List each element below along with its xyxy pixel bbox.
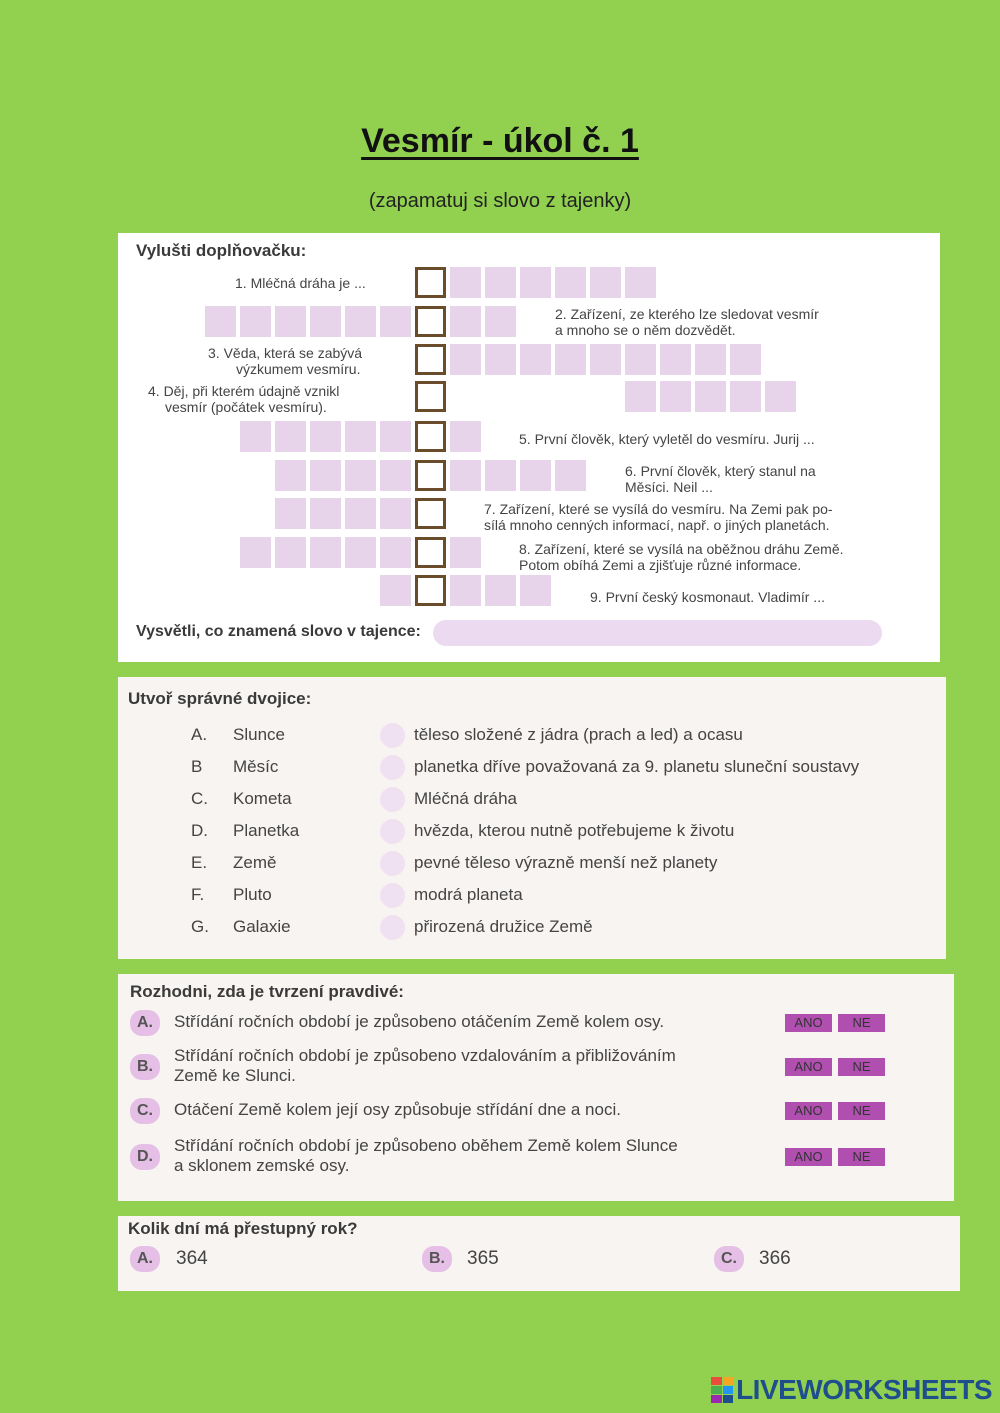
crossword-cell[interactable] — [240, 537, 271, 568]
crossword-cell[interactable] — [730, 381, 761, 412]
liveworksheets-logo — [711, 1375, 992, 1405]
statement-letter-badge: C. — [130, 1098, 160, 1124]
clue-6: 6. První člověk, který stanul na — [625, 463, 816, 479]
truefalse-panel — [118, 974, 954, 1201]
pair-definition[interactable]: pevné těleso výrazně menší než planety — [414, 853, 718, 872]
pair-drop-target[interactable] — [380, 787, 405, 812]
crossword-cell[interactable] — [380, 575, 411, 606]
pair-drop-target[interactable] — [380, 851, 405, 876]
pair-term: Země — [233, 853, 277, 872]
secret-word-input[interactable] — [433, 620, 882, 646]
clue-9: 9. První český kosmonaut. Vladimír ... — [590, 589, 825, 605]
quiz-option-c-value: 366 — [759, 1248, 791, 1269]
truefalse-heading: Rozhodni, zda je tvrzení pravdivé: — [130, 982, 404, 1001]
crossword-cell[interactable] — [485, 460, 516, 491]
crossword-key-cell[interactable] — [415, 267, 446, 298]
pair-definition[interactable]: těleso složené z jádra (prach a led) a ocasu — [414, 725, 743, 744]
pair-letter: C. — [191, 789, 208, 808]
quiz-option-c-badge[interactable]: C. — [714, 1246, 744, 1272]
crossword-cell[interactable] — [310, 460, 341, 491]
yes-button[interactable]: ANO — [785, 1102, 832, 1120]
quiz-option-b-badge[interactable]: B. — [422, 1246, 452, 1272]
pair-letter: A. — [191, 725, 208, 744]
statement-letter-badge: A. — [130, 1010, 160, 1036]
pair-term: Kometa — [233, 789, 292, 808]
logo-icon — [711, 1377, 733, 1403]
crossword-cell[interactable] — [450, 537, 481, 568]
pair-term: Planetka — [233, 821, 300, 840]
crossword-cell[interactable] — [275, 306, 306, 337]
crossword-key-cell[interactable] — [415, 575, 446, 606]
crossword-cell[interactable] — [520, 344, 551, 375]
crossword-cell[interactable] — [380, 421, 411, 452]
pair-drop-target[interactable] — [380, 723, 405, 748]
statement-line: Otáčení Země kolem její osy způsobuje střídání dne a noci. — [174, 1100, 621, 1119]
crossword-cell[interactable] — [310, 537, 341, 568]
crossword-cell[interactable] — [450, 575, 481, 606]
crossword-cell[interactable] — [520, 267, 551, 298]
crossword-cell[interactable] — [310, 421, 341, 452]
pair-letter: F. — [191, 885, 205, 904]
crossword-cell[interactable] — [345, 421, 376, 452]
crossword-key-cell[interactable] — [415, 421, 446, 452]
clue-8: 8. Zařízení, které se vysílá na oběžnou dráhu Země. — [519, 541, 844, 557]
statement-letter-badge: D. — [130, 1144, 160, 1170]
clue-7: 7. Zařízení, které se vysílá do vesmíru. Na Zemi pak po- — [484, 501, 833, 517]
crossword-cell[interactable] — [660, 381, 691, 412]
pair-letter: B — [191, 757, 203, 776]
crossword-cell[interactable] — [275, 421, 306, 452]
crossword-cell[interactable] — [380, 460, 411, 491]
page-subtitle: (zapamatuj si slovo z tajenky) — [368, 190, 632, 212]
clue-8-line2: Potom obíhá Zemi a zjišťuje různé informace. — [519, 557, 802, 573]
yes-button[interactable]: ANO — [785, 1148, 832, 1166]
clue-1: 1. Mléčná dráha je ... — [235, 275, 366, 291]
logo-text: LIVEWORKSHEETS — [736, 1374, 992, 1405]
crossword-cell[interactable] — [275, 460, 306, 491]
pair-letter: G. — [191, 917, 209, 936]
crossword-cell[interactable] — [380, 537, 411, 568]
crossword-cell[interactable] — [275, 537, 306, 568]
statement-line: Střídání ročních období je způsobeno otáčením Země kolem osy. — [174, 1012, 665, 1031]
crossword-cell[interactable] — [450, 460, 481, 491]
pair-definition[interactable]: přirozená družice Země — [414, 917, 593, 936]
crossword-cell[interactable] — [450, 267, 481, 298]
crossword-cell[interactable] — [345, 460, 376, 491]
no-button[interactable]: NE — [838, 1014, 885, 1032]
page-title: Vesmír - úkol č. 1 — [361, 122, 639, 160]
crossword-cell[interactable] — [520, 575, 551, 606]
crossword-heading: Vylušti doplňovačku: — [136, 241, 307, 260]
crossword-cell[interactable] — [450, 421, 481, 452]
crossword-cell[interactable] — [345, 537, 376, 568]
crossword-cell[interactable] — [345, 498, 376, 529]
crossword-key-cell[interactable] — [415, 460, 446, 491]
crossword-cell[interactable] — [345, 306, 376, 337]
crossword-cell[interactable] — [485, 575, 516, 606]
clue-3: 3. Věda, která se zabývá — [208, 345, 363, 361]
crossword-key-cell[interactable] — [415, 381, 446, 412]
pair-drop-target[interactable] — [380, 915, 405, 940]
clue-6-line2: Měsíci. Neil ... — [625, 479, 713, 495]
crossword-cell[interactable] — [625, 267, 656, 298]
crossword-cell[interactable] — [625, 344, 656, 375]
crossword-cell[interactable] — [625, 381, 656, 412]
no-button[interactable]: NE — [838, 1058, 885, 1076]
crossword-cell[interactable] — [555, 344, 586, 375]
pair-term: Pluto — [233, 885, 272, 904]
quiz-heading: Kolik dní má přestupný rok? — [128, 1219, 358, 1238]
crossword-cell[interactable] — [555, 267, 586, 298]
pairs-panel — [118, 677, 946, 959]
pair-drop-target[interactable] — [380, 883, 405, 908]
quiz-option-b-value: 365 — [467, 1248, 499, 1269]
crossword-cell[interactable] — [590, 344, 621, 375]
clue-4-line2: vesmír (počátek vesmíru). — [165, 399, 327, 415]
crossword-cell[interactable] — [590, 267, 621, 298]
pair-definition[interactable]: Mléčná dráha — [414, 789, 518, 808]
quiz-option-a-badge[interactable]: A. — [130, 1246, 160, 1272]
quiz-option-a-value: 364 — [176, 1248, 208, 1269]
pair-drop-target[interactable] — [380, 819, 405, 844]
crossword-key-cell[interactable] — [415, 306, 446, 337]
crossword-cell[interactable] — [450, 344, 481, 375]
crossword-cell[interactable] — [240, 306, 271, 337]
crossword-cell[interactable] — [695, 381, 726, 412]
crossword-key-cell[interactable] — [415, 498, 446, 529]
crossword-cell[interactable] — [485, 267, 516, 298]
crossword-cell[interactable] — [730, 344, 761, 375]
pair-drop-target[interactable] — [380, 755, 405, 780]
pair-definition[interactable]: planetka dříve považovaná za 9. planetu sluneční soustavy — [414, 757, 860, 776]
crossword-cell[interactable] — [240, 421, 271, 452]
crossword-key-cell[interactable] — [415, 344, 446, 375]
pair-definition[interactable]: hvězda, kterou nutně potřebujeme k životu — [414, 821, 735, 840]
clue-2: 2. Zařízení, ze kterého lze sledovat vesmír — [555, 306, 819, 322]
crossword-cell[interactable] — [485, 306, 516, 337]
statement-line: Střídání ročních období je způsobeno oběhem Země kolem Slunce — [174, 1136, 678, 1155]
crossword-cell[interactable] — [765, 381, 796, 412]
pair-term: Galaxie — [233, 917, 291, 936]
pair-letter: D. — [191, 821, 208, 840]
crossword-cell[interactable] — [520, 460, 551, 491]
crossword-cell[interactable] — [310, 498, 341, 529]
clue-3-line2: výzkumem vesmíru. — [236, 361, 361, 377]
crossword-cell[interactable] — [205, 306, 236, 337]
yes-button[interactable]: ANO — [785, 1058, 832, 1076]
pair-term: Slunce — [233, 725, 285, 744]
yes-button[interactable]: ANO — [785, 1014, 832, 1032]
crossword-cell[interactable] — [275, 498, 306, 529]
statement-line-2: a sklonem zemské osy. — [174, 1156, 350, 1175]
explain-label: Vysvětli, co znamená slovo v tajence: — [136, 623, 421, 640]
clue-5: 5. První člověk, který vyletěl do vesmíru. Jurij ... — [519, 431, 815, 447]
pair-definition[interactable]: modrá planeta — [414, 885, 523, 904]
clue-4: 4. Děj, při kterém údajně vznikl — [148, 383, 340, 399]
statement-line-2: Země ke Slunci. — [174, 1066, 296, 1085]
statement-letter-badge: B. — [130, 1054, 160, 1080]
crossword-panel — [118, 233, 940, 662]
crossword-cell[interactable] — [695, 344, 726, 375]
no-button[interactable]: NE — [838, 1148, 885, 1166]
clue-2-line2: a mnoho se o něm dozvědět. — [555, 322, 736, 338]
crossword-cell[interactable] — [485, 344, 516, 375]
crossword-cell[interactable] — [310, 306, 341, 337]
crossword-cell[interactable] — [380, 306, 411, 337]
crossword-cell[interactable] — [450, 306, 481, 337]
no-button[interactable]: NE — [838, 1102, 885, 1120]
pair-letter: E. — [191, 853, 208, 872]
pair-term: Měsíc — [233, 757, 279, 776]
statement-line: Střídání ročních období je způsobeno vzdalováním a přibližováním — [174, 1046, 676, 1065]
crossword-cell[interactable] — [660, 344, 691, 375]
crossword-cell[interactable] — [555, 460, 586, 491]
pairs-heading: Utvoř správné dvojice: — [128, 689, 312, 708]
quiz-panel — [118, 1216, 960, 1291]
crossword-cell[interactable] — [380, 498, 411, 529]
clue-7-line2: sílá mnoho cenných informací, např. o jiných planetách. — [484, 517, 830, 533]
crossword-key-cell[interactable] — [415, 537, 446, 568]
